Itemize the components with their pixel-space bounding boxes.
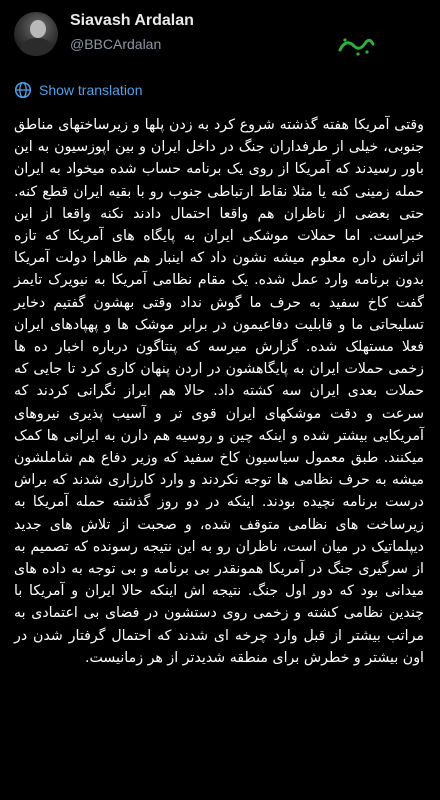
globe-icon xyxy=(14,81,32,99)
tweet-paragraph: وقتی آمریکا هفته گذشته شروع کرد به زدن پلها و زیرساختهای مناطق جنوبی، خیلی از طرفداران جنگ در داخل ایران و بین اپوزسیون به این باور رسیدند که آمریکا از روی یک برنامه حساب شده میخواد به ایران حمله زمینی کنه یا مثلا نقاط ارتباطی جنوب رو با بقیه ایران قطع کنه. حتی بعضی از ناظران هم واقعا احتمال دادند نکنه واقعا از این خبراست. اما حملات موشکی ایران به پایگاه های آمریکا که تازه اثراتش داره معلوم میشه نشون داد که اینبار هم ظاهرا دولت آمریکا بدون برنامه وارد عمل شده. یک مقام نظامی آمریکا به نیویرک تایمز گفت کاخ سفید به حرف ما گوش نداد وقتی بهشون گفتیم دخایر تسلیحاتی ما و قابلیت دفاعیمون در برابر موشک ها و پهپادهای ایران فعلا مستهلک شده. گزارش میرسه که پنتاگون درباره اخبار ده ها زخمی حملات ایران به پایگاهشون در اردن پنهان کاری کرد تا جایی که حملات بعدی ایران سه کشته داد. حالا هم ابراز نگرانی کردند که سرعت و دقت موشکهای ایران قوی تر و آسیب پذیری نیروهای آمریکایی بیشتر شده و اینکه چین و روسیه هم دارن به ایرانی ها کمک میکنند. طبق معمول سیاسیون کاخ سفید که وزیر دفاع هم شاملشون میشه به حرف نظامی ها توجه نکردند و وارد کارزاری شدند که براش درست برنامه نچیده بودند. اینکه در دو روز گذشته حمله آمریکا به زیرساخت های نظامی متوقف شده، و صحبت از تلاش های جدید دیپلماتیک در میان است، ناظران رو به این نتیجه رسونده که تصمیم به از سرگیری جنگ در آمریکا همونقدر بی برنامه و بی توجه به داده های میدانی بود که دور اول جنگ. نتیجه اش اینکه حالا ایران و آمریکا با چندین نظامی کشته و زخمی روی دستشون در فضای بی اعتمادی به مراتب بیشتر از قبل وارد چرخه ای شدند که احتمال گرفتار شدن در اون بیشتر و خطرش برای منطقه شدیدتر از هر زمانیست. xyxy=(14,117,424,666)
author-handle[interactable]: @BBCArdalan xyxy=(70,36,162,52)
show-translation-label[interactable]: Show translation xyxy=(39,82,143,98)
watermark-logo-graphic xyxy=(336,34,376,58)
news-watermark-logo xyxy=(336,34,376,58)
show-translation-link[interactable] xyxy=(14,80,143,100)
avatar-shoulders-shape xyxy=(20,38,54,56)
avatar[interactable] xyxy=(14,12,58,56)
tweet-text xyxy=(14,114,424,669)
tweet-header xyxy=(0,0,440,70)
author-display-name[interactable]: Siavash Ardalan xyxy=(70,12,194,29)
avatar-head-shape xyxy=(30,20,46,38)
